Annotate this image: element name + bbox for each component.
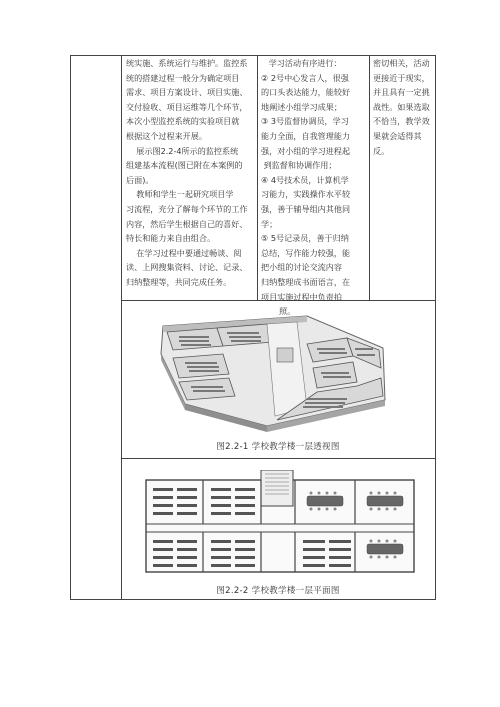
table-divider — [257, 56, 258, 300]
floor-plan-figure — [145, 470, 415, 582]
table-divider — [121, 458, 435, 459]
lesson-table — [70, 55, 436, 600]
teaching-process-text: 统实施、系统运行与维护。监控系 统的搭建过程一般分为确定项目 需求、项目方案设计、项目实施、 交付验收、项目运维等几个环节， 本次小型监控系统的实验项目就 根据这个过程来开展。 展示图2.2-4所示的监控系统 组建基本流程(图已附在本案例的 后面)。 教师和学生一起研究项目学 习流程，充分了解每个环节的工作 内容，然后学生根据自己的喜好、 特长和能力来自由组合。 在学习过程中要通过畅谈、阅 读、上网搜集资料、讨论、记录、 归纳整理等，共同完成任务。 — [126, 58, 248, 287]
table-divider — [369, 56, 370, 300]
figure-caption: 图2.2-1 学校教学楼一层透视图 — [216, 442, 340, 452]
figure-caption: 图2.2-2 学校教学楼一层平面图 — [216, 586, 340, 596]
student-activity-text: 学习活动有序进行： ② 2号中心发言人，很强 的口头表达能力，能较好 地阐述小组学习成果； ③ 3号监督协调员，学习 能力全面，自我管理能力 强，对小组的学习进程起 到监督和协调作用； ④ 4号技术员，计算机学 习能力，实践操作水平较 强，善于辅导组内其他同 学； ⑤ 5号记录员，善于归纳 总结，写作能力较强，能 把小组的讨论交流内容 归纳整理成书面语言，在 项目实施过程中负责拍 照。 — [261, 58, 351, 317]
design-notes-text: 密切相关，活动 更接近于现实， 并且具有一定挑 战性。如果选取 不恰当，教学效 果就会适得其 反。 — [373, 58, 430, 156]
building-floor-plan-drawing — [145, 470, 415, 582]
building-perspective-drawing — [157, 308, 397, 438]
perspective-figure — [157, 308, 397, 438]
table-divider — [121, 56, 122, 599]
